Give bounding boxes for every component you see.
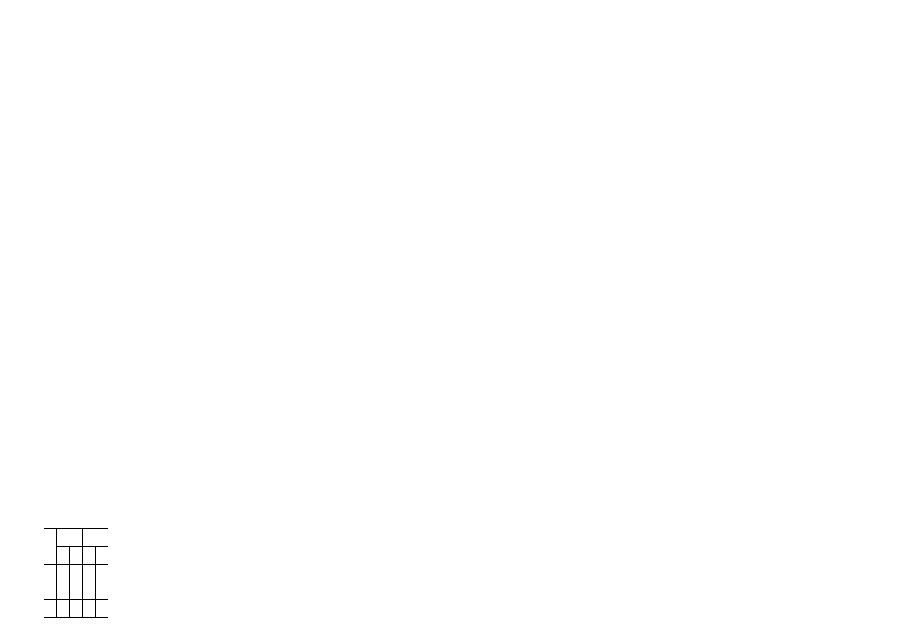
table-row [44,582,108,600]
table-header-row-2 [44,547,108,565]
table-row-ours [44,600,108,618]
table-row [44,565,108,583]
table-6 [44,528,108,618]
table-header-row-1 [44,529,108,547]
